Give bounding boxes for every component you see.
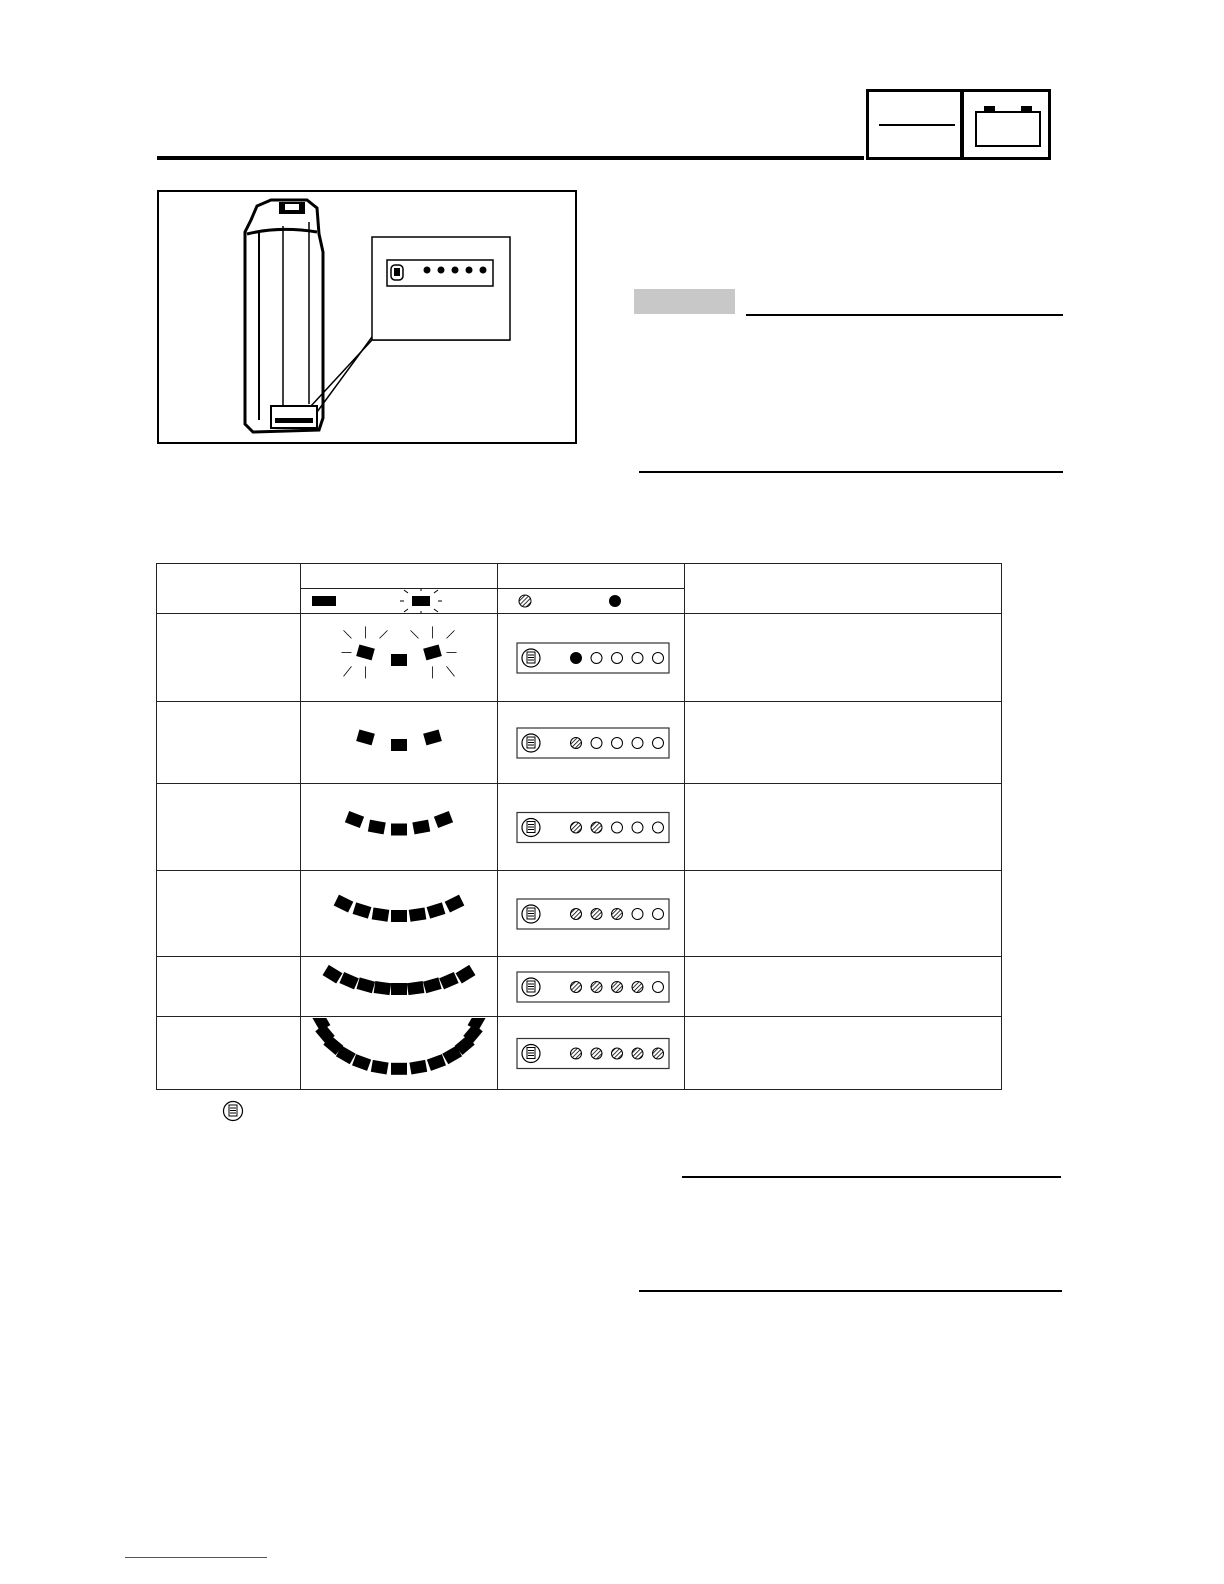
dot-panel (501, 785, 681, 870)
segment-display (304, 703, 494, 783)
indicator-dot-lit (591, 1048, 602, 1059)
segment-flashing-icon (400, 589, 442, 613)
note-top-rule (746, 314, 1063, 316)
condition-cell (157, 702, 301, 784)
indicator-dot-unlit (652, 822, 663, 833)
battery-symbol-icon (522, 978, 540, 996)
indicator-dot-lit (611, 981, 622, 992)
indicator-dot-lit (632, 1048, 643, 1059)
indicator-segment (426, 902, 445, 918)
segment-legend-cell (300, 589, 497, 614)
table-row (157, 1017, 1002, 1090)
segment-display (304, 872, 494, 956)
indicator-segment (339, 971, 358, 988)
indicator-segment (409, 1059, 427, 1074)
indicator-dot-lit (570, 737, 581, 748)
indicator-dot-unlit (591, 737, 602, 748)
description-cell (684, 957, 1001, 1017)
indicator-dot-lit (591, 908, 602, 919)
condition-cell (157, 1017, 301, 1090)
table-header-cell (157, 564, 301, 614)
indicator-segment (373, 981, 390, 995)
battery-symbol-icon (522, 649, 540, 667)
dot-display-cell (497, 784, 684, 871)
table-header-cell (300, 564, 497, 589)
description-cell (684, 614, 1001, 702)
segment-display-cell (300, 871, 497, 957)
indicator-segment (356, 977, 375, 993)
table-row (157, 871, 1002, 957)
indicator-segment (407, 981, 424, 995)
chapter-icon-box (961, 89, 1051, 160)
condition-cell (157, 871, 301, 957)
indicator-segment (455, 964, 475, 983)
indicator-segment (444, 894, 464, 912)
indicator-table (156, 563, 1002, 1090)
indicator-dot-lit (570, 822, 581, 833)
note-bottom-rule (639, 471, 1063, 473)
indicator-segment (368, 819, 386, 834)
indicator-segment (391, 654, 407, 666)
indicator-segment (333, 894, 353, 912)
indicator-segment (423, 729, 442, 745)
segment-display (304, 1018, 494, 1089)
segment-legend (304, 589, 494, 613)
dot-display-cell (497, 957, 684, 1017)
condition-cell (157, 614, 301, 702)
dot-display-cell (497, 614, 684, 702)
indicator-segment (423, 644, 442, 660)
dot-legend (501, 589, 681, 613)
indicator-segment (412, 819, 430, 834)
indicator-segment (352, 1054, 371, 1071)
segment-display (304, 785, 494, 870)
caution-top-rule (682, 1176, 1061, 1178)
indicator-segment (391, 983, 407, 995)
indicator-dot-unlit (632, 652, 643, 663)
indicator-segment (434, 811, 453, 828)
segment-display-cell (300, 614, 497, 702)
battery-symbol-icon (522, 1044, 540, 1062)
dot-legend-cell (497, 589, 684, 614)
indicator-dot-unlit (632, 737, 643, 748)
indicator-segment (371, 907, 389, 921)
indicator-segment (356, 729, 375, 745)
indicator-dot-lit (632, 981, 643, 992)
dot-panel (501, 958, 681, 1016)
dot-display-cell (497, 702, 684, 784)
indicator-segment (391, 1062, 407, 1074)
indicator-segment (423, 977, 442, 993)
battery-symbol-icon (222, 1100, 244, 1122)
indicator-segment (370, 1059, 388, 1074)
header-rule (157, 156, 864, 160)
condition-cell (157, 957, 301, 1017)
note-tab (634, 289, 735, 314)
indicator-dot-unlit (652, 652, 663, 663)
footer-link-underline[interactable] (125, 1557, 267, 1558)
indicator-dot-lit (611, 1048, 622, 1059)
indicator-dot-unlit (652, 981, 663, 992)
description-cell (684, 784, 1001, 871)
dot-display-cell (497, 1017, 684, 1090)
battery-symbol-icon (522, 734, 540, 752)
description-cell (684, 871, 1001, 957)
battery-symbol-icon (522, 818, 540, 836)
segment-display-cell (300, 1017, 497, 1090)
description-cell (684, 1017, 1001, 1090)
indicator-dot-unlit (611, 652, 622, 663)
indicator-dot-unlit (652, 737, 663, 748)
indicator-segment (345, 811, 364, 828)
indicator-dot-lit (611, 908, 622, 919)
indicator-dot-lit (570, 981, 581, 992)
dot-solid-icon (609, 595, 621, 607)
dot-hatched-icon (519, 595, 531, 607)
chapter-title-underline (879, 124, 955, 126)
segment-steady-icon (312, 596, 336, 606)
table-row (157, 957, 1002, 1017)
indicator-segment (391, 823, 407, 835)
indicator-segment (352, 902, 371, 918)
battery-figure (157, 190, 577, 444)
battery-icon (974, 104, 1042, 148)
segment-display-cell (300, 784, 497, 871)
dot-panel (501, 703, 681, 783)
condition-cell (157, 784, 301, 871)
indicator-dot-unlit (611, 822, 622, 833)
segment-display-cell (300, 702, 497, 784)
table-header-cell (497, 564, 684, 589)
indicator-dot-unlit (591, 652, 602, 663)
battery-symbol-icon (522, 905, 540, 923)
indicator-segment (356, 644, 375, 660)
dot-panel (501, 615, 681, 701)
indicator-segment (408, 907, 426, 921)
dot-panel (501, 872, 681, 956)
indicator-dot-lit (570, 908, 581, 919)
table-row (157, 702, 1002, 784)
dot-display-cell (497, 871, 684, 957)
caution-bottom-rule (639, 1290, 1062, 1292)
segment-display-cell (300, 957, 497, 1017)
indicator-segment (439, 971, 458, 988)
chapter-title-box (866, 89, 963, 160)
table-row (157, 614, 1002, 702)
indicator-segment (391, 739, 407, 751)
indicator-segment (391, 910, 407, 922)
indicator-dot-lit (570, 652, 581, 663)
battery-side-illustration (159, 192, 575, 442)
indicator-dot-lit (591, 822, 602, 833)
table-header-cell (684, 564, 1001, 614)
segment-display (304, 615, 494, 701)
indicator-dot-lit (591, 981, 602, 992)
indicator-segment (322, 964, 342, 983)
segment-display (304, 958, 494, 1016)
indicator-dot-unlit (611, 737, 622, 748)
dot-panel (501, 1018, 681, 1089)
indicator-dot-unlit (632, 822, 643, 833)
description-cell (684, 702, 1001, 784)
indicator-dot-unlit (632, 908, 643, 919)
indicator-segment (427, 1054, 446, 1071)
table-row (157, 784, 1002, 871)
indicator-dot-unlit (652, 908, 663, 919)
indicator-dot-lit (570, 1048, 581, 1059)
indicator-dot-lit (652, 1048, 663, 1059)
